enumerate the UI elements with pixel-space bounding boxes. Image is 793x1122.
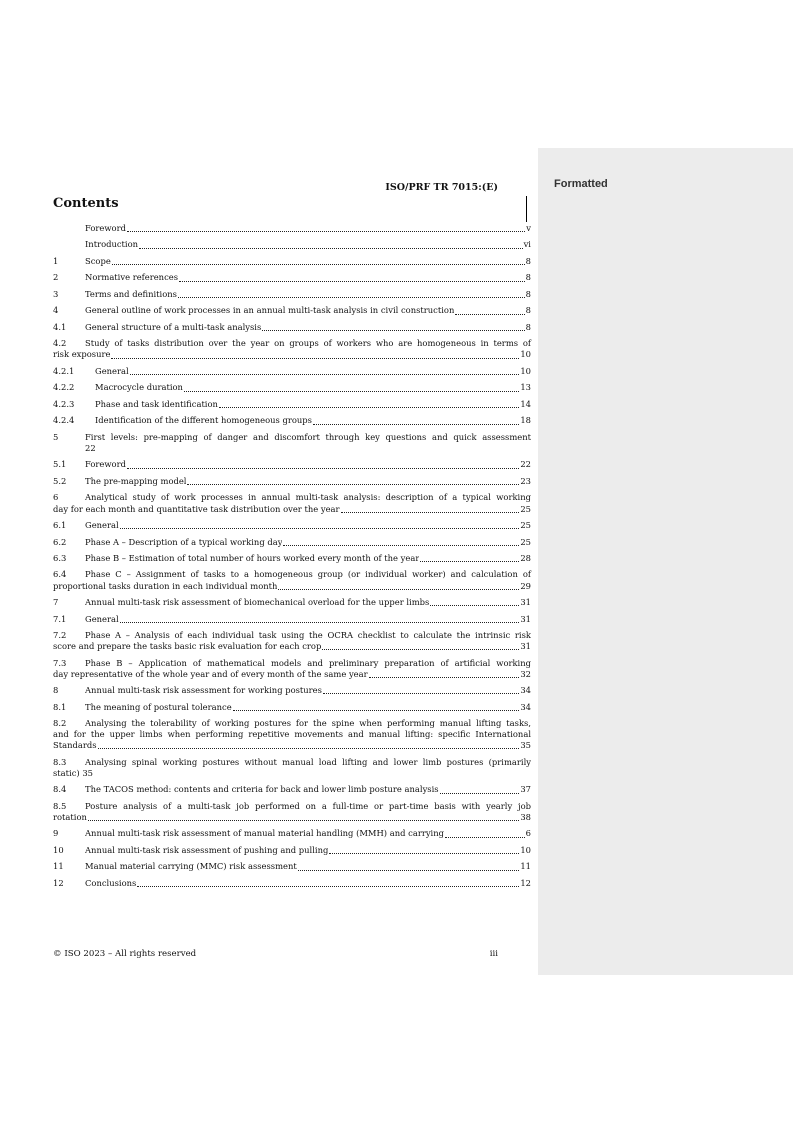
- toc-line: [53, 740, 531, 751]
- page-footer: [53, 949, 498, 959]
- toc-title-cont: 22: [85, 443, 96, 453]
- toc-line: [53, 338, 531, 349]
- toc-entry[interactable]: [53, 492, 531, 514]
- toc-leader: [179, 280, 525, 282]
- toc-entry[interactable]: [53, 459, 531, 470]
- toc-title: Annual multi-task risk assessment of biomechanical overload for the upper limbs: [85, 597, 430, 608]
- toc-leader: [420, 560, 519, 562]
- toc-page: vi: [523, 239, 531, 250]
- toc-page: 10: [520, 349, 531, 360]
- toc-page: 11: [520, 861, 531, 872]
- toc-number: 5.1: [53, 459, 67, 470]
- toc-page: 37: [520, 784, 531, 795]
- toc-title: The meaning of postural tolerance: [85, 701, 232, 712]
- toc-page: 25: [520, 520, 531, 531]
- toc-number: 6.1: [53, 520, 67, 531]
- toc-leader: [139, 247, 523, 249]
- toc-title: The TACOS method: contents and criteria for back and lower limb posture analysis: [85, 784, 439, 795]
- toc-line: [53, 349, 531, 360]
- toc-line: [53, 476, 531, 487]
- toc-title: Introduction: [85, 239, 139, 250]
- toc-line: [53, 641, 531, 652]
- toc-leader: [111, 357, 519, 359]
- toc-line: [53, 289, 531, 300]
- toc-leader: [298, 869, 520, 871]
- toc-title-cont: day representative of the whole year and of every month of the same year: [53, 668, 368, 679]
- toc-number: 6.3: [53, 553, 67, 563]
- toc-leader: [127, 230, 525, 232]
- toc-title-cont: static) 35: [53, 767, 93, 778]
- toc-title: Foreword: [85, 223, 126, 233]
- toc-page: 23: [520, 475, 531, 486]
- toc-entry[interactable]: [53, 239, 531, 250]
- toc-entry[interactable]: [53, 702, 531, 713]
- toc-leader: [262, 329, 524, 331]
- toc-page: 35: [520, 740, 531, 751]
- toc-leader: [445, 836, 525, 838]
- toc-title-cont: and for the upper limbs when performing repetitive movements and manual lifting: specific International: [53, 729, 531, 740]
- toc-leader: [130, 373, 520, 375]
- toc-page: 38: [520, 811, 531, 822]
- toc-line: [53, 658, 531, 669]
- toc-line: [53, 399, 531, 410]
- toc-entry[interactable]: [53, 828, 531, 839]
- toc-line: [53, 597, 531, 608]
- toc-line: [53, 614, 531, 625]
- toc-leader: [178, 296, 525, 298]
- toc-leader: [369, 676, 520, 678]
- toc-number: 6.4: [53, 569, 67, 580]
- toc-title: Posture analysis of a multi-task job performed on a full-time or part-time basis with yearly job: [85, 800, 531, 811]
- toc-leader: [283, 544, 519, 546]
- toc-leader: [120, 621, 520, 623]
- toc-leader: [88, 819, 519, 821]
- toc-page: 6: [525, 828, 531, 839]
- toc-number: 5.2: [53, 475, 67, 486]
- toc-entry[interactable]: [53, 322, 531, 333]
- toc-page: 8: [525, 272, 531, 283]
- toc-entry[interactable]: [53, 415, 531, 426]
- toc-number: 9: [53, 828, 59, 839]
- toc-title: Normative references: [85, 272, 179, 283]
- toc-title: Identification of the different homogeneous groups: [95, 415, 312, 426]
- toc-leader: [455, 313, 524, 315]
- toc-number: 6.2: [53, 536, 67, 547]
- toc-page: 31: [520, 613, 531, 624]
- toc-number: 7.1: [53, 613, 67, 624]
- toc-line: [53, 239, 531, 250]
- toc-leader: [322, 648, 519, 650]
- toc-page: 10: [520, 844, 531, 855]
- toc-page: 34: [520, 685, 531, 696]
- toc-line: [53, 443, 531, 454]
- toc-line: [53, 272, 531, 283]
- toc-number: 7.2: [53, 630, 67, 641]
- toc-number: 11: [53, 861, 64, 872]
- comment-label: Formatted: [554, 178, 608, 190]
- toc-page: 34: [520, 701, 531, 712]
- toc-line: [53, 630, 531, 641]
- toc-entry[interactable]: [53, 569, 531, 591]
- toc-line: [53, 801, 531, 812]
- toc-title: Analysing spinal working postures without manual load lifting and lower limb postures (primarily: [85, 756, 531, 767]
- toc-title: General: [85, 613, 119, 624]
- toc-number: 12: [53, 877, 64, 888]
- toc-line: [53, 432, 531, 443]
- toc-number: 4.1: [53, 321, 67, 332]
- toc-line: [53, 757, 531, 768]
- toc-entry[interactable]: [53, 718, 531, 751]
- toc-title: Terms and definitions: [85, 288, 177, 299]
- toc-leader: [233, 709, 520, 711]
- toc-line: [53, 569, 531, 580]
- toc-line: [53, 768, 531, 779]
- toc-line: [53, 492, 531, 503]
- toc-title: Scope: [85, 255, 111, 266]
- toc-page: 13: [520, 382, 531, 393]
- toc-entry[interactable]: [53, 399, 531, 410]
- toc-number: 4.2.3: [53, 398, 75, 409]
- toc-title: Phase A – Description of a typical working day: [85, 536, 283, 547]
- page-title: Contents: [53, 196, 119, 211]
- toc-number: 8.4: [53, 784, 67, 795]
- toc-leader: [127, 467, 519, 469]
- toc-line: [53, 669, 531, 680]
- toc-title: General outline of work processes in an annual multi-task analysis in civil construction: [85, 305, 455, 316]
- toc-entry[interactable]: [53, 597, 531, 608]
- toc-line: [53, 553, 531, 564]
- toc-title: The pre-mapping model: [85, 475, 187, 486]
- toc-entry[interactable]: [53, 630, 531, 652]
- toc-page: 8: [525, 321, 531, 332]
- toc-leader: [341, 511, 520, 513]
- copyright-text: © ISO 2023 – All rights reserved: [53, 949, 197, 959]
- toc-leader: [98, 747, 520, 749]
- toc-leader: [219, 406, 519, 408]
- toc-title: Foreword: [85, 459, 126, 470]
- toc-page: v: [526, 223, 531, 233]
- toc-number: 4.2.1: [53, 365, 75, 376]
- toc-entry[interactable]: [53, 878, 531, 889]
- toc-line: [53, 845, 531, 856]
- toc-number: 8.3: [53, 756, 67, 767]
- toc-title: Manual material carrying (MMC) risk assessment: [85, 861, 297, 872]
- toc-page: 25: [520, 536, 531, 547]
- toc-title-cont: score and prepare the tasks basic risk evaluation for each crop: [53, 641, 322, 652]
- toc-title: General: [95, 365, 129, 376]
- toc-entry[interactable]: [53, 305, 531, 316]
- toc-leader: [323, 692, 519, 694]
- toc-title: Annual multi-task risk assessment of manual material handling (MMH) and carrying: [85, 828, 444, 839]
- comment-pane: [538, 148, 793, 975]
- toc-entry[interactable]: [53, 614, 531, 625]
- toc-number: 4.2: [53, 338, 67, 349]
- toc-number: 8.2: [53, 718, 67, 729]
- toc-number: 5: [53, 431, 59, 442]
- toc-page: 8: [525, 255, 531, 266]
- toc-title-cont: risk exposure: [53, 349, 111, 360]
- toc-entry[interactable]: [53, 432, 531, 454]
- toc-leader: [184, 390, 519, 392]
- toc-number: 8: [53, 685, 59, 696]
- toc-page: 28: [520, 553, 531, 563]
- toc-line: [53, 702, 531, 713]
- toc-entry[interactable]: [53, 272, 531, 283]
- toc-line: [53, 861, 531, 872]
- toc-title: First levels: pre-mapping of danger and discomfort through key questions and quick assessment: [85, 431, 531, 442]
- toc-title: Phase B – Estimation of total number of hours worked every month of the year: [85, 553, 420, 563]
- toc-entry[interactable]: [53, 537, 531, 548]
- toc-entry[interactable]: [53, 366, 531, 377]
- toc-title: Annual multi-task risk assessment of pushing and pulling: [85, 844, 329, 855]
- toc-line: [53, 581, 531, 592]
- toc-title: Phase B – Application of mathematical models and preliminary preparation of artificial working: [85, 657, 531, 668]
- toc-page: 32: [520, 668, 531, 679]
- toc-page: 14: [520, 398, 531, 409]
- toc-page: 22: [520, 459, 531, 470]
- toc-leader: [329, 852, 519, 854]
- toc-entry[interactable]: [53, 801, 531, 823]
- toc-line: [53, 812, 531, 823]
- toc-title: Macrocycle duration: [95, 382, 183, 393]
- toc-title: Annual multi-task risk assessment for working postures: [85, 685, 322, 696]
- toc-number: 4.2.4: [53, 415, 75, 426]
- toc-entry[interactable]: [53, 553, 531, 564]
- toc-page: 18: [520, 415, 531, 426]
- toc-leader: [137, 885, 519, 887]
- toc-number: 7: [53, 597, 59, 608]
- toc-title: Analytical study of work processes in annual multi-task analysis: description of a typical working: [85, 492, 531, 503]
- toc-title: Phase A – Analysis of each individual task using the OCRA checklist to calculate the intrinsic risk: [85, 630, 531, 641]
- toc-number: 2: [53, 272, 59, 283]
- toc-page: 8: [525, 305, 531, 316]
- toc-entry[interactable]: [53, 845, 531, 856]
- toc-leader: [440, 792, 520, 794]
- toc-line: [53, 537, 531, 548]
- toc-leader: [120, 527, 520, 529]
- toc-line: [53, 685, 531, 696]
- toc-line: [53, 828, 531, 839]
- toc-line: [53, 784, 531, 795]
- toc-entry[interactable]: [53, 757, 531, 779]
- toc-entry[interactable]: [53, 685, 531, 696]
- toc-title: Study of tasks distribution over the year on groups of workers who are homogeneous in terms of: [85, 338, 531, 349]
- toc-line: [53, 223, 531, 234]
- toc-entry[interactable]: [53, 476, 531, 487]
- toc-line: [53, 415, 531, 426]
- toc-line: [53, 718, 531, 729]
- toc-line: [53, 459, 531, 470]
- toc-line: [53, 256, 531, 267]
- toc-number: 4.2.2: [53, 382, 75, 393]
- toc-entry[interactable]: [53, 520, 531, 531]
- toc-leader: [187, 483, 519, 485]
- document-id: ISO/PRF TR 7015:(E): [385, 182, 498, 193]
- toc-line: [53, 382, 531, 393]
- toc-leader: [430, 604, 519, 606]
- toc-title: Conclusions: [85, 877, 137, 888]
- toc-number: 8.1: [53, 701, 67, 712]
- toc-entry[interactable]: [53, 658, 531, 680]
- toc-title-cont: rotation: [53, 811, 87, 822]
- revision-bar: [526, 196, 527, 222]
- toc-number: 1: [53, 255, 59, 266]
- toc-number: 10: [53, 844, 64, 855]
- toc-leader: [313, 423, 519, 425]
- toc-title: Phase C – Assignment of tasks to a homogeneous group (or individual worker) and calculation of: [85, 569, 531, 580]
- toc-entry[interactable]: [53, 784, 531, 795]
- toc-line: [53, 504, 531, 515]
- toc-number: 6: [53, 492, 59, 503]
- toc-entry[interactable]: [53, 382, 531, 393]
- toc-title: General structure of a multi-task analysis: [85, 321, 262, 332]
- toc-entry[interactable]: [53, 338, 531, 360]
- table-of-contents: [53, 223, 531, 894]
- toc-leader: [278, 588, 519, 590]
- toc-line: [53, 322, 531, 333]
- toc-line: [53, 305, 531, 316]
- toc-entry[interactable]: [53, 223, 531, 234]
- toc-entry[interactable]: [53, 861, 531, 872]
- toc-title: General: [85, 520, 119, 531]
- toc-entry[interactable]: [53, 289, 531, 300]
- toc-page: 25: [520, 503, 531, 514]
- toc-number: 3: [53, 288, 59, 299]
- toc-number: 4: [53, 305, 59, 316]
- toc-page: 8: [525, 288, 531, 299]
- toc-title: Analysing the tolerability of working postures for the spine when performing manual lifting tasks,: [85, 718, 531, 729]
- toc-line: [53, 878, 531, 889]
- toc-title-cont: proportional tasks duration in each individual month: [53, 580, 278, 591]
- toc-page: 31: [520, 597, 531, 608]
- toc-line: [53, 729, 531, 740]
- toc-title: Phase and task identification: [95, 398, 218, 409]
- toc-page: 10: [520, 365, 531, 376]
- page-number: iii: [489, 949, 498, 959]
- toc-line: [53, 520, 531, 531]
- toc-title-cont: Standards: [53, 740, 97, 751]
- toc-page: 29: [520, 580, 531, 591]
- toc-entry[interactable]: [53, 256, 531, 267]
- toc-line: [53, 366, 531, 377]
- toc-leader: [112, 263, 525, 265]
- toc-number: 8.5: [53, 800, 67, 811]
- toc-page: 12: [520, 877, 531, 888]
- toc-title-cont: day for each month and quantitative task distribution over the year: [53, 503, 340, 514]
- toc-page: 31: [520, 641, 531, 652]
- toc-number: 7.3: [53, 657, 67, 668]
